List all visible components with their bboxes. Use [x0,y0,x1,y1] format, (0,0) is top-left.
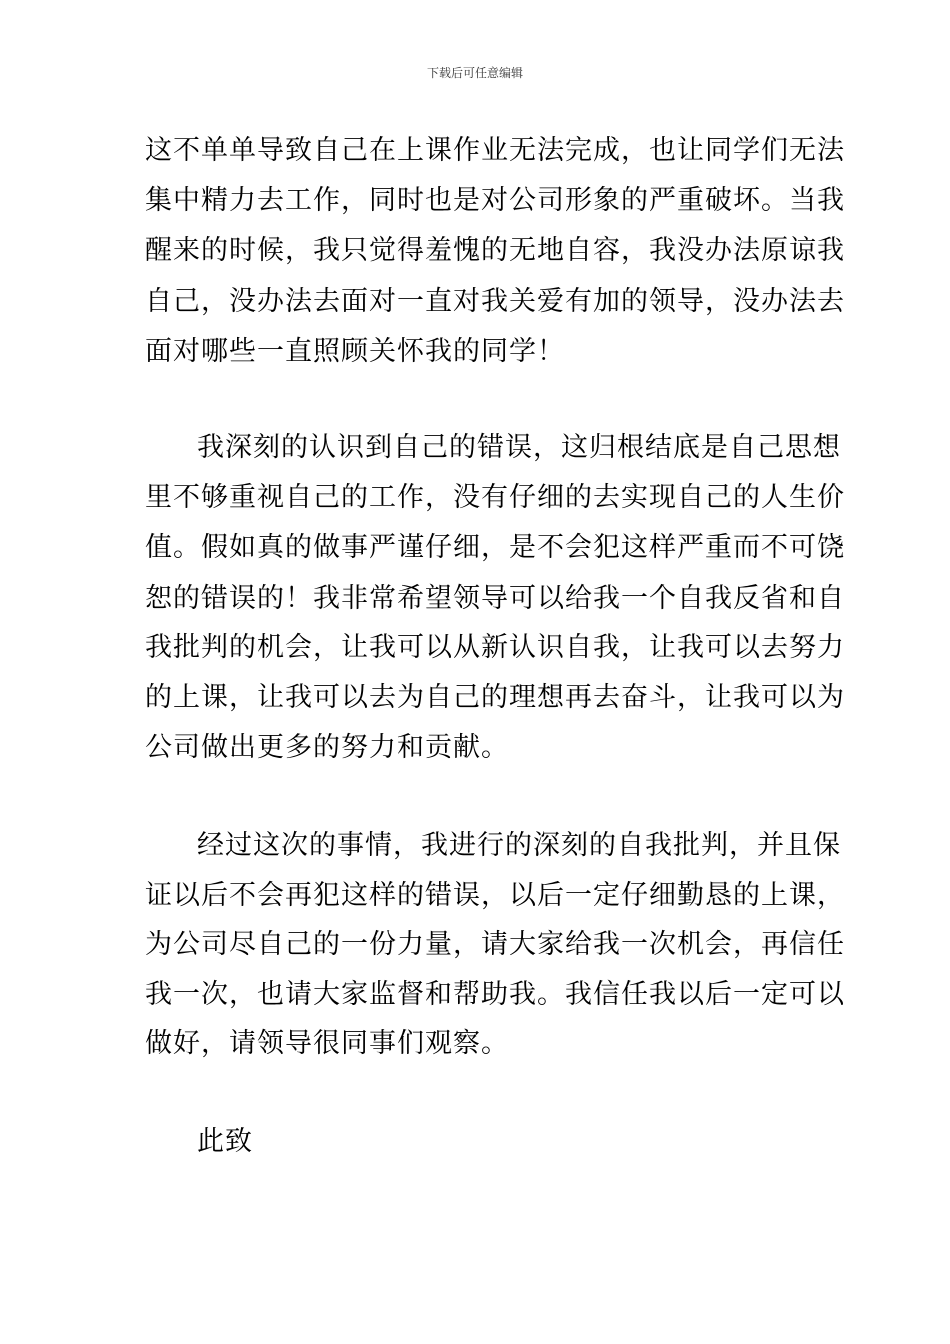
text-line: 里不够重视自己的工作，没有仔细的去实现自己的人生价 [145,482,845,513]
text-line: 恕的错误的！我非常希望领导可以给我一个自我反省和自 [145,583,845,614]
text-line: 面对哪些一直照顾关怀我的同学！ [145,336,565,367]
closing-salutation: 此致 [197,1126,253,1157]
text-line: 证以后不会再犯这样的错误，以后一定仔细勤恳的上课， [145,880,845,911]
text-line: 这不单单导致自己在上课作业无法完成，也让同学们无法 [145,135,845,166]
text-line: 做好，请领导很同事们观察。 [145,1028,509,1059]
text-line: 经过这次的事情，我进行的深刻的自我批判，并且保 [197,830,841,861]
text-line: 集中精力去工作，同时也是对公司形象的严重破坏。当我 [145,185,845,216]
text-line: 的上课，让我可以去为自己的理想再去奋斗，让我可以为 [145,682,845,713]
text-line: 醒来的时候，我只觉得羞愧的无地自容，我没办法原谅我 [145,235,845,266]
text-line: 我一次，也请大家监督和帮助我。我信任我以后一定可以 [145,979,845,1010]
text-line: 我深刻的认识到自己的错误，这归根结底是自己思想 [197,432,841,463]
page-header-note: 下载后可任意编辑 [426,66,523,80]
text-line: 值。假如真的做事严谨仔细，是不会犯这样严重而不可饶 [145,532,845,563]
text-line: 自己，没办法去面对一直对我关爱有加的领导，没办法去 [145,286,845,317]
text-line: 公司做出更多的努力和贡献。 [145,732,509,763]
text-line: 我批判的机会，让我可以从新认识自我，让我可以去努力 [145,632,845,663]
text-line: 为公司尽自己的一份力量，请大家给我一次机会，再信任 [145,929,845,960]
